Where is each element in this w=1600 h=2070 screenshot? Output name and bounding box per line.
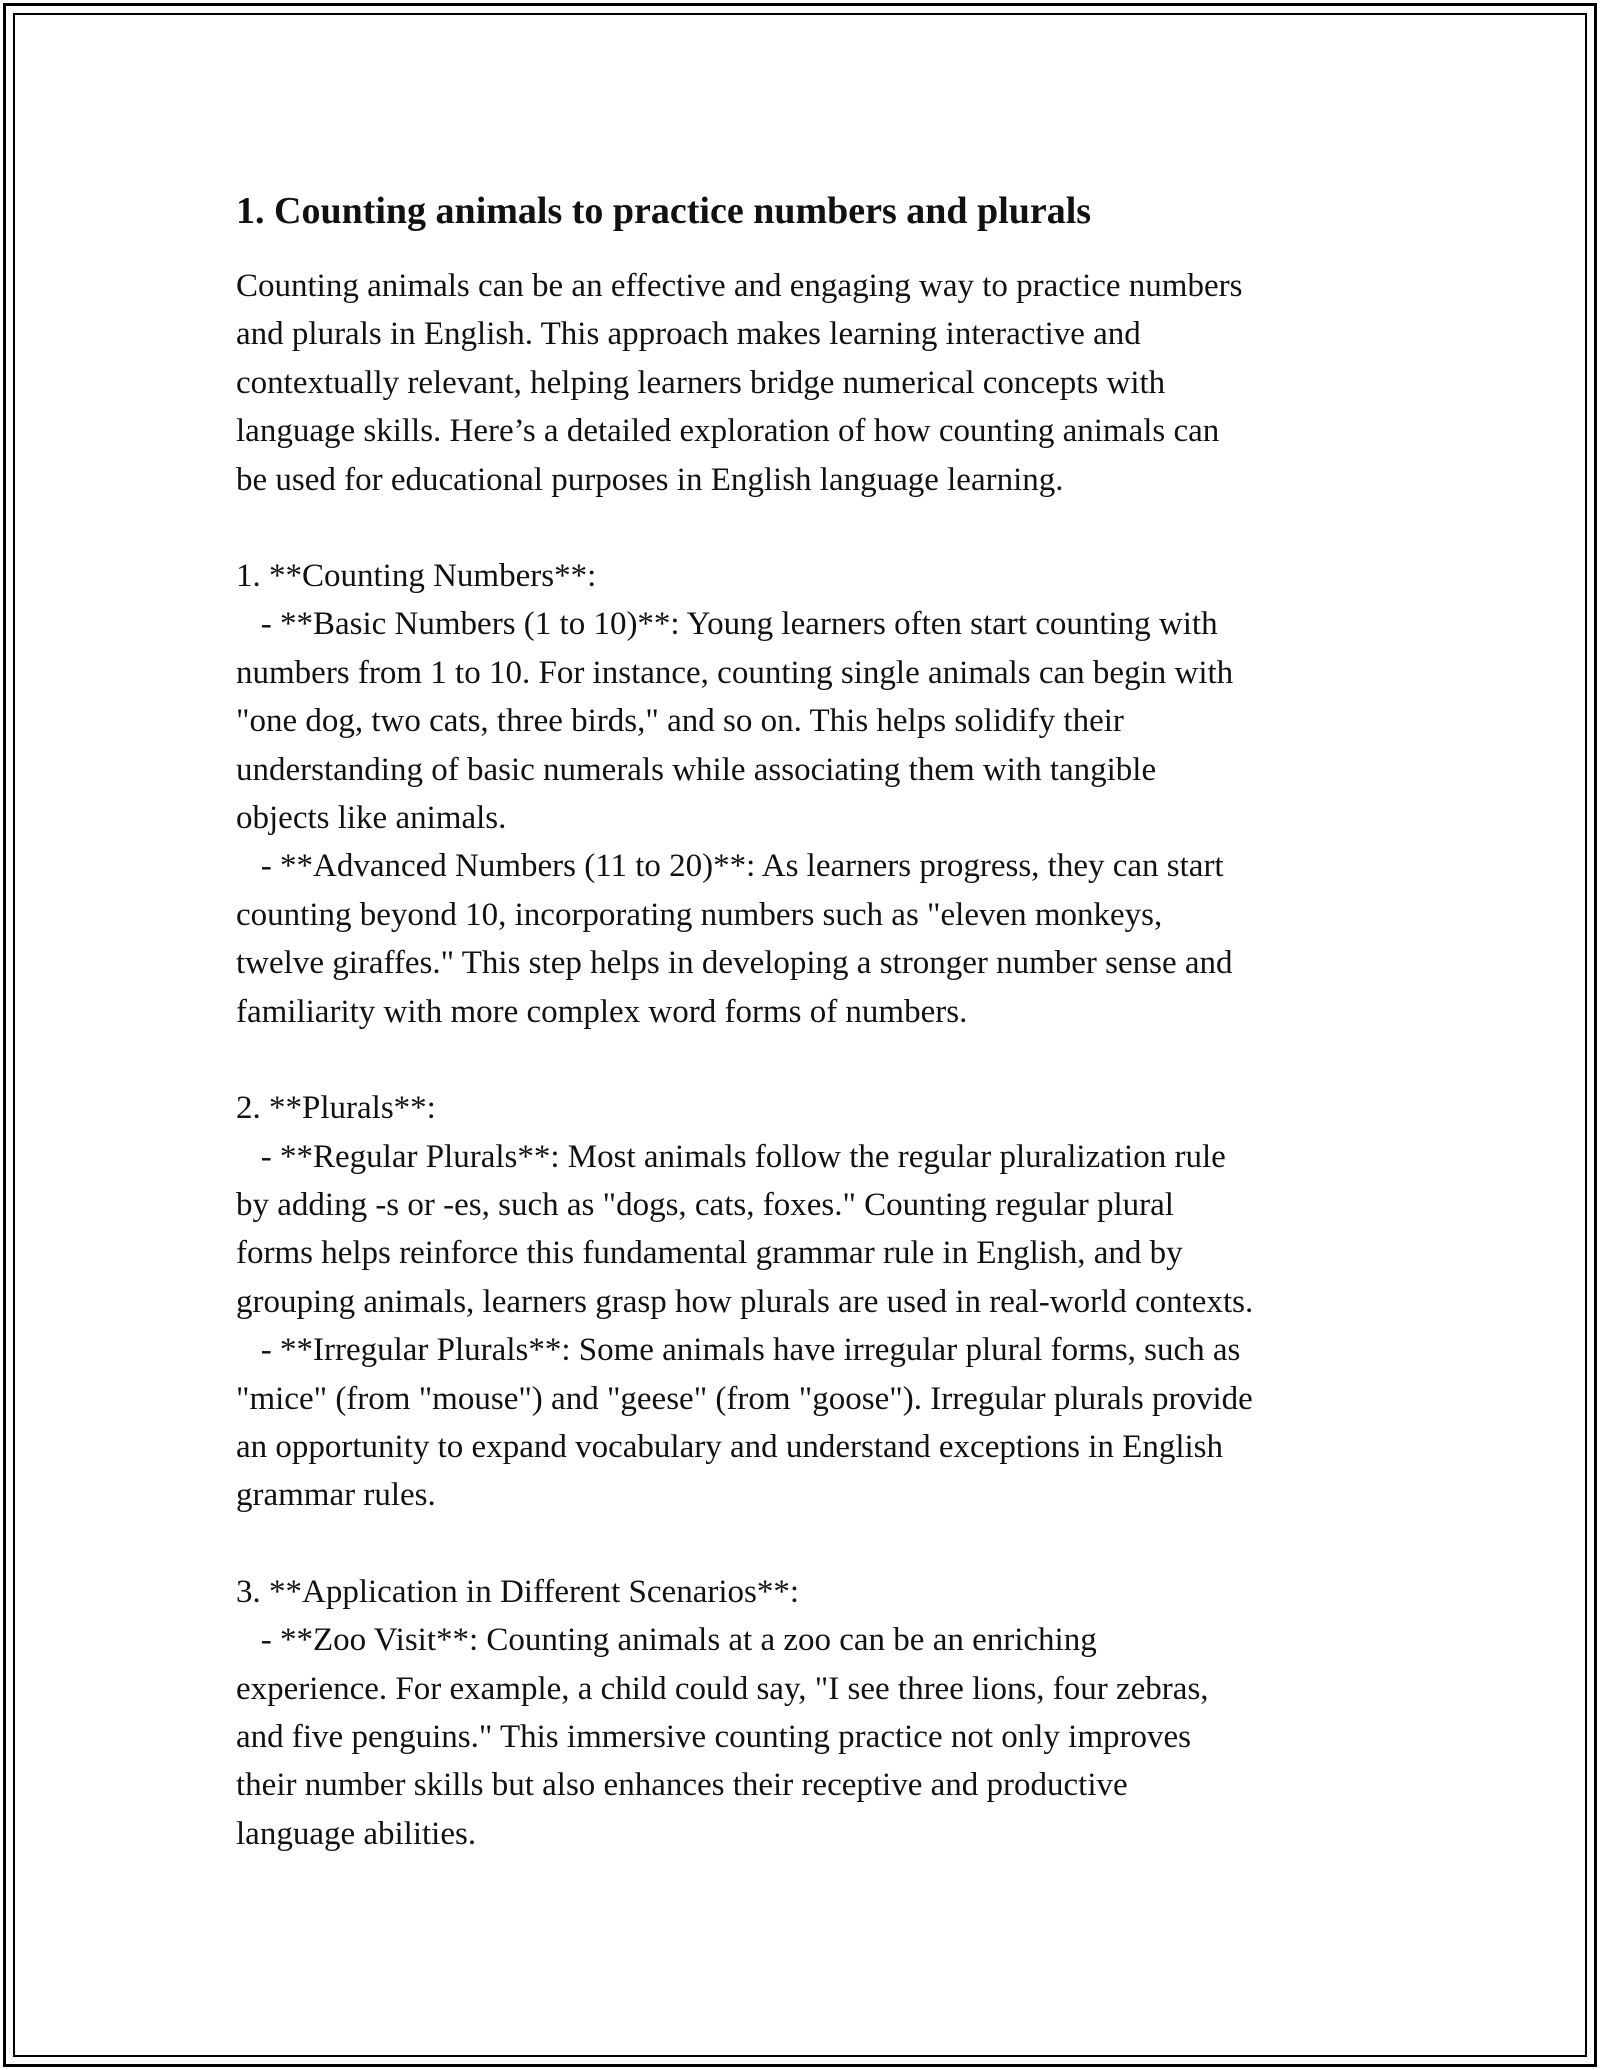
document-body	[236, 186, 1376, 1858]
section-line: - **Regular Plurals**: Most animals follow the regular pluralization rule	[236, 1138, 1226, 1175]
section-line: an opportunity to expand vocabulary and understand exceptions in English	[236, 1428, 1224, 1465]
intro-line: language skills. Here’s a detailed exploration of how counting animals can	[236, 413, 1220, 450]
section-line: objects like animals.	[236, 800, 507, 837]
paragraph-gap	[236, 1520, 1376, 1568]
intro-line: contextually relevant, helping learners bridge numerical concepts with	[236, 364, 1166, 401]
intro-line: be used for educational purposes in English language learning.	[236, 461, 1064, 498]
section-line: "mice" (from "mouse") and "geese" (from "goose"). Irregular plurals provide	[236, 1380, 1253, 1417]
section-line: understanding of basic numerals while associating them with tangible	[236, 751, 1157, 788]
section-plurals	[236, 1084, 1376, 1520]
section-line: twelve giraffes." This step helps in developing a stronger number sense and	[236, 945, 1233, 982]
page-title: 1. Counting animals to practice numbers and plurals	[236, 190, 1092, 232]
intro-paragraph	[236, 262, 1376, 504]
section-line: grouping animals, learners grasp how plurals are used in real-world contexts.	[236, 1283, 1254, 1320]
section-heading-line: 3. **Application in Different Scenarios**:	[236, 1573, 800, 1610]
section-line: experience. For example, a child could say, "I see three lions, four zebras,	[236, 1670, 1209, 1707]
section-line: by adding -s or -es, such as "dogs, cats, foxes." Counting regular plural	[236, 1186, 1174, 1223]
section-line: - **Basic Numbers (1 to 10)**: Young learners often start counting with	[236, 606, 1218, 643]
section-counting-numbers	[236, 552, 1376, 1036]
section-heading-line: 1. **Counting Numbers**:	[236, 558, 597, 595]
section-application	[236, 1568, 1376, 1858]
section-line: - **Zoo Visit**: Counting animals at a zoo can be an enriching	[236, 1622, 1097, 1659]
section-line: familiarity with more complex word forms of numbers.	[236, 993, 968, 1030]
section-line: - **Irregular Plurals**: Some animals have irregular plural forms, such as	[236, 1332, 1241, 1369]
section-line: language abilities.	[236, 1815, 477, 1852]
section-line: - **Advanced Numbers (11 to 20)**: As learners progress, they can start	[236, 848, 1224, 885]
section-line: counting beyond 10, incorporating numbers such as "eleven monkeys,	[236, 896, 1163, 933]
section-line: their number skills but also enhances their receptive and productive	[236, 1767, 1128, 1804]
paragraph-gap	[236, 504, 1376, 552]
section-line: and five penguins." This immersive counting practice not only improves	[236, 1718, 1192, 1755]
paragraph-gap	[236, 1036, 1376, 1084]
intro-line: Counting animals can be an effective and engaging way to practice numbers	[236, 268, 1243, 304]
section-line: numbers from 1 to 10. For instance, counting single animals can begin with	[236, 654, 1234, 691]
section-line: "one dog, two cats, three birds," and so on. This helps solidify their	[236, 703, 1124, 740]
section-heading-line: 2. **Plurals**:	[236, 1090, 436, 1127]
intro-line: and plurals in English. This approach makes learning interactive and	[236, 316, 1141, 353]
section-line: grammar rules.	[236, 1477, 436, 1514]
section-line: forms helps reinforce this fundamental grammar rule in English, and by	[236, 1235, 1183, 1272]
